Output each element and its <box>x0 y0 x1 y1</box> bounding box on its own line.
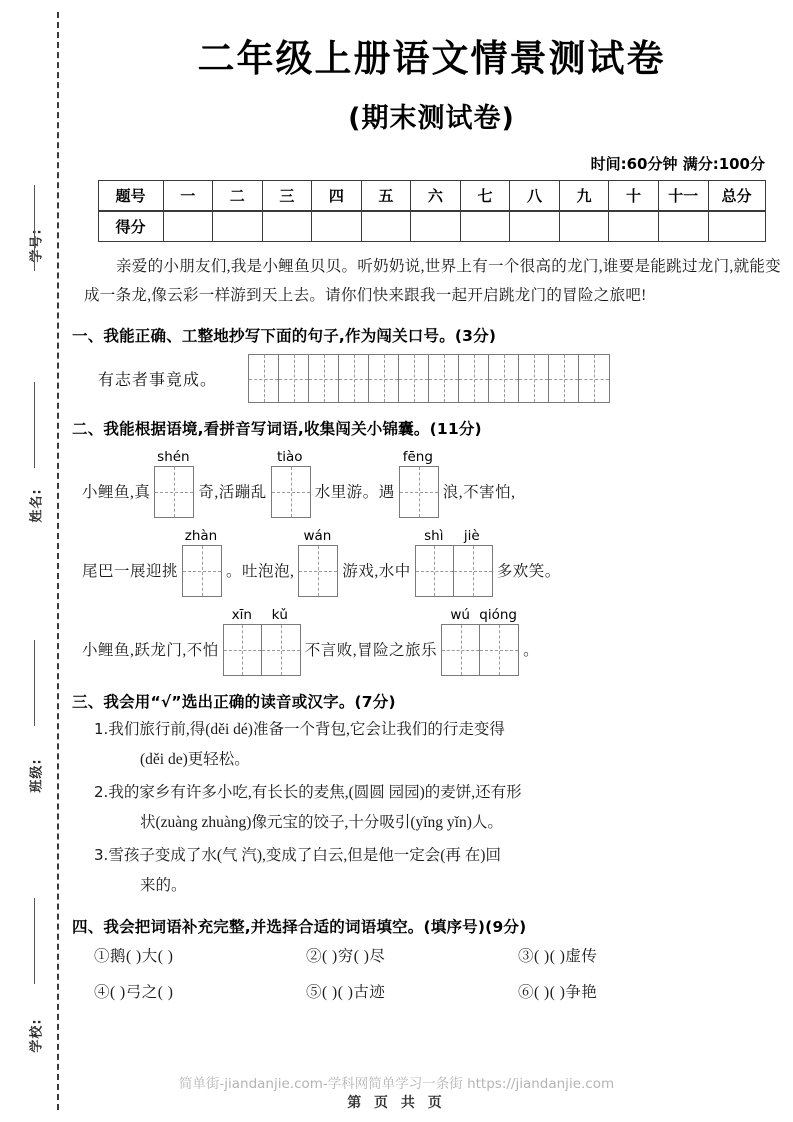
question-2-text-segment: 多欢笑。 <box>496 563 561 580</box>
question-3-item-1 <box>94 714 793 775</box>
pinyin-answer-slot <box>271 449 311 518</box>
question-2-text-segment: 不言败,冒险之旅乐 <box>304 642 438 659</box>
intro-paragraph: 亲爱的小朋友们,我是小鲤鱼贝贝。听奶奶说,世界上有一个很高的龙门,谁要是能跳过龙门,就能变成一条龙,像云彩一样游到天上去。请你们快来跟我一起开启跳龙门的冒险之旅吧! <box>84 258 781 304</box>
fold-dashed-line <box>57 12 59 1110</box>
pinyin-label <box>399 449 439 466</box>
score-table-col-7: 七 <box>460 181 510 212</box>
question-3-item-3-number: 3. <box>94 846 109 864</box>
pinyin-answer-slot <box>223 607 301 676</box>
page-number-footer: 第 页 共 页 <box>347 1095 446 1111</box>
writing-cell[interactable] <box>429 355 459 402</box>
writing-cell[interactable] <box>400 467 438 517</box>
question-2-line <box>82 528 793 597</box>
site-watermark: 简单街-jiandanjie.com-学科网简单学习一条街 https://jiandanjie.com <box>178 1076 615 1092</box>
pinyin-writing-grid[interactable] <box>223 624 301 676</box>
writing-cell[interactable] <box>399 355 429 402</box>
exam-sheet <box>70 0 793 1122</box>
score-cell-2[interactable] <box>213 211 263 242</box>
writing-cell[interactable] <box>262 625 300 675</box>
pinyin-label <box>154 449 194 466</box>
writing-cell[interactable] <box>339 355 369 402</box>
table-row-question-numbers <box>98 181 765 212</box>
question-3-item-1-line1[interactable]: 我们旅行前,得(děi dé)准备一个背包,它会让我们的行走变得 <box>108 721 505 738</box>
score-table-col-11: 十一 <box>658 181 708 212</box>
score-table-wrapper <box>98 180 766 242</box>
score-cell-11[interactable] <box>658 211 708 242</box>
score-table-col-5: 五 <box>361 181 411 212</box>
writing-cell[interactable] <box>416 546 454 596</box>
question-4-blank-1[interactable]: ①鹅( )大( ) <box>94 948 174 965</box>
margin-rule-2 <box>34 382 35 468</box>
question-4-body <box>70 941 793 1009</box>
table-row-scores <box>98 211 765 242</box>
score-cell-6[interactable] <box>411 211 461 242</box>
score-cell-9[interactable] <box>559 211 609 242</box>
writing-cell[interactable] <box>459 355 489 402</box>
margin-field-name[interactable] <box>18 430 52 580</box>
question-3-item-3 <box>94 840 793 901</box>
writing-cell[interactable] <box>549 355 579 402</box>
score-table-label-question: 题号 <box>98 181 163 212</box>
writing-cell[interactable] <box>155 467 193 517</box>
pinyin-syllable: wán <box>303 528 332 544</box>
question-3-item-1-line2[interactable]: (děi de)更轻松。 <box>140 751 250 768</box>
writing-cell[interactable] <box>272 467 310 517</box>
score-table-col-3: 三 <box>262 181 312 212</box>
left-binding-margin <box>0 0 70 1122</box>
score-cell-10[interactable] <box>609 211 659 242</box>
pinyin-writing-grid[interactable] <box>154 466 194 518</box>
question-4-row-2 <box>94 977 793 1009</box>
writing-cell[interactable] <box>369 355 399 402</box>
score-cell-8[interactable] <box>510 211 560 242</box>
writing-cell[interactable] <box>579 355 609 402</box>
pinyin-answer-slot <box>154 449 194 518</box>
writing-cell[interactable] <box>183 546 221 596</box>
question-2-body <box>70 449 793 676</box>
score-cell-4[interactable] <box>312 211 362 242</box>
question-4-heading: 四、我会把词语补充完整,并选择合适的词语填空。(填序号)(9分) <box>72 918 527 936</box>
question-1-sentence: 有志者事竟成。 <box>98 372 218 389</box>
score-table-col-9: 九 <box>559 181 609 212</box>
question-4-blank-3[interactable]: ③( )( )虚传 <box>518 948 598 965</box>
question-4-blank-6[interactable]: ⑥( )( )争艳 <box>518 984 598 1001</box>
pinyin-writing-grid[interactable] <box>298 545 338 597</box>
question-2-text-segment: 尾巴一展迎挑 <box>82 563 179 580</box>
question-3-body <box>70 714 793 901</box>
page-title: 二年级上册语文情景测试卷 <box>197 37 666 80</box>
writing-cell[interactable] <box>309 355 339 402</box>
question-2-text-segment: 奇,活蹦乱 <box>198 484 267 501</box>
pinyin-label <box>441 607 519 624</box>
question-4-row-1 <box>94 941 793 973</box>
score-cell-3[interactable] <box>262 211 312 242</box>
question-3-item-2 <box>94 777 793 838</box>
question-2-heading: 二、我能根据语境,看拼音写词语,收集闯关小锦囊。(11分) <box>72 420 482 438</box>
question-2-text-segment: 浪,不害怕, <box>442 484 516 501</box>
writing-cell[interactable] <box>454 546 492 596</box>
writing-cell[interactable] <box>519 355 549 402</box>
pinyin-answer-slot <box>182 528 222 597</box>
pinyin-writing-grid[interactable] <box>271 466 311 518</box>
question-3-item-3-line1[interactable]: 雪孩子变成了水(气 汽),变成了白云,但是他一定会(再 在)回 <box>108 847 501 864</box>
pinyin-syllable: xīn <box>231 607 252 623</box>
question-4-blank-4[interactable]: ④( )弓之( ) <box>94 984 174 1001</box>
question-2-text-segment: 游戏,水中 <box>342 563 411 580</box>
pinyin-syllable: qióng <box>479 607 518 623</box>
question-3-item-2-number: 2. <box>94 783 109 801</box>
writing-cell[interactable] <box>480 625 518 675</box>
margin-field-student-id-label: 学号: <box>29 227 45 263</box>
question-1-writing-grid[interactable] <box>248 354 610 403</box>
writing-cell[interactable] <box>279 355 309 402</box>
question-2-text-segment: 小鲤鱼,真 <box>82 484 151 501</box>
question-2-text-segment: 。吐泡泡, <box>226 563 295 580</box>
pinyin-syllable: shì <box>424 528 444 544</box>
pinyin-syllable: wú <box>450 607 470 623</box>
question-2-line <box>82 449 793 518</box>
margin-rule-4 <box>34 898 35 984</box>
question-2-text-segment: 小鲤鱼,跃龙门,不怕 <box>82 642 219 659</box>
margin-rule-3 <box>34 640 35 726</box>
question-2-line <box>82 607 793 676</box>
writing-cell[interactable] <box>442 625 480 675</box>
margin-rule-1 <box>34 185 35 271</box>
writing-cell[interactable] <box>299 546 337 596</box>
score-cell-5[interactable] <box>361 211 411 242</box>
pinyin-syllable: tiào <box>276 449 303 465</box>
pinyin-syllable: fēng <box>402 449 433 465</box>
pinyin-writing-grid[interactable] <box>399 466 439 518</box>
pinyin-label <box>223 607 301 624</box>
question-3-item-1-number: 1. <box>94 720 109 738</box>
score-table-col-6: 六 <box>411 181 461 212</box>
pinyin-syllable: zhàn <box>184 528 218 544</box>
question-1-body <box>70 354 793 403</box>
pinyin-label <box>415 528 493 545</box>
score-table-col-4: 四 <box>312 181 362 212</box>
pinyin-writing-grid[interactable] <box>415 545 493 597</box>
score-table-label-score: 得分 <box>98 211 163 242</box>
pinyin-answer-slot <box>415 528 493 597</box>
pinyin-answer-slot <box>441 607 519 676</box>
score-table-col-2: 二 <box>213 181 263 212</box>
pinyin-answer-slot <box>298 528 338 597</box>
score-cell-7[interactable] <box>460 211 510 242</box>
writing-cell[interactable] <box>489 355 519 402</box>
pinyin-syllable: kǔ <box>271 607 288 623</box>
pinyin-writing-grid[interactable] <box>441 624 519 676</box>
page-subtitle: (期末测试卷) <box>348 103 515 134</box>
margin-field-class[interactable] <box>18 700 52 850</box>
score-table-col-1: 一 <box>163 181 213 212</box>
score-table-col-10: 十 <box>609 181 659 212</box>
pinyin-label <box>298 528 338 545</box>
question-2-text-segment: 水里游。遇 <box>314 484 395 501</box>
pinyin-writing-grid[interactable] <box>182 545 222 597</box>
question-3-item-2-line1[interactable]: 我的家乡有许多小吃,有长长的麦焦,(圆圆 园园)的麦饼,还有形 <box>108 784 522 801</box>
question-4-blank-5[interactable]: ⑤( )( )古迹 <box>306 984 386 1001</box>
question-3-item-2-line2[interactable]: 状(zuàng zhuàng)像元宝的饺子,十分吸引(yǐng yǐn)人。 <box>140 814 503 831</box>
score-cell-1[interactable] <box>163 211 213 242</box>
question-3-heading: 三、我会用“√”选出正确的读音或汉字。(7分) <box>72 693 396 711</box>
pinyin-label <box>271 449 311 466</box>
pinyin-label <box>182 528 222 545</box>
question-3-item-3-line2[interactable]: 来的。 <box>140 877 187 894</box>
question-4-blank-2[interactable]: ②( )穷( )尽 <box>306 948 386 965</box>
margin-field-name-label: 姓名: <box>29 487 45 523</box>
question-2-text-segment: 。 <box>523 642 540 659</box>
score-table <box>98 180 766 242</box>
margin-field-student-id[interactable] <box>18 170 52 320</box>
writing-cell[interactable] <box>249 355 279 402</box>
score-table-col-total: 总分 <box>708 181 765 212</box>
writing-cell[interactable] <box>224 625 262 675</box>
exam-meta-info: 时间:60分钟 满分:100分 <box>590 155 765 173</box>
score-table-col-8: 八 <box>510 181 560 212</box>
score-cell-total[interactable] <box>708 211 765 242</box>
margin-field-class-label: 班级: <box>29 757 45 793</box>
pinyin-syllable: shén <box>157 449 190 465</box>
margin-field-school-label: 学校: <box>29 1017 45 1053</box>
pinyin-syllable: jiè <box>463 528 480 544</box>
question-1-heading: 一、我能正确、工整地抄写下面的句子,作为闯关口号。(3分) <box>72 327 497 345</box>
pinyin-answer-slot <box>399 449 439 518</box>
